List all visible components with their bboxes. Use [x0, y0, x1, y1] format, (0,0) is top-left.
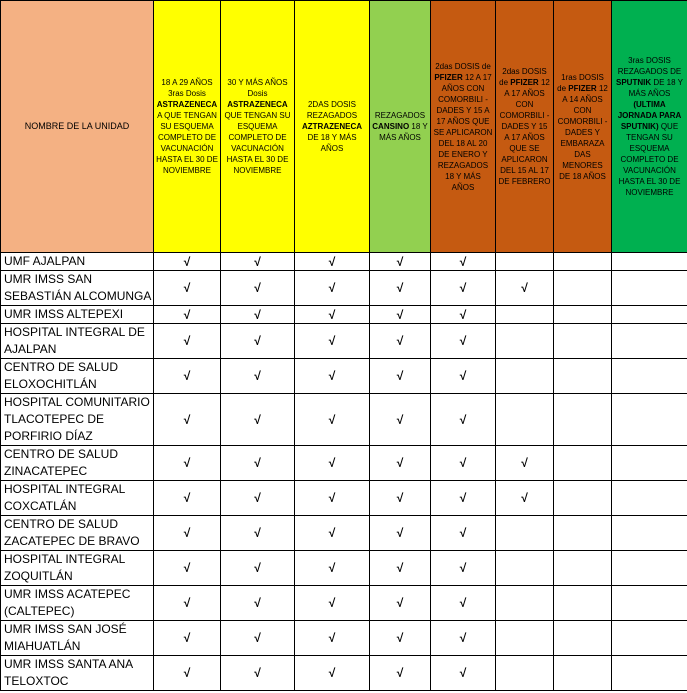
check-mark: √	[496, 481, 554, 516]
header-text	[431, 61, 495, 193]
empty-cell	[612, 621, 687, 656]
header-col1	[154, 1, 221, 253]
check-mark: √	[221, 306, 295, 324]
table-row	[1, 446, 687, 481]
check-mark: √	[154, 621, 221, 656]
unit-name: UMR IMSS SANTA ANA TELOXTOC	[1, 656, 154, 691]
check-mark: √	[221, 253, 295, 271]
header-text-part: PFIZER	[510, 78, 539, 87]
check-mark: √	[221, 359, 295, 394]
empty-cell	[612, 446, 687, 481]
unit-name: HOSPITAL COMUNITARIO TLACOTEPEC DE PORFIRIO DÍAZ	[1, 394, 154, 446]
header-text-part: QUE TENGAN SU ESQUEMA COMPLETO DE VACUNACIÓN HASTA EL 30 DE NOVIEMBRE	[618, 122, 681, 197]
check-mark: √	[431, 586, 496, 621]
header-text-part: DE 18 Y MÁS AÑOS	[307, 133, 357, 153]
header-text-part: AZTRAZENECA	[302, 122, 362, 131]
table-row	[1, 621, 687, 656]
empty-cell	[612, 656, 687, 691]
check-mark: √	[431, 271, 496, 306]
check-mark: √	[154, 359, 221, 394]
check-mark: √	[370, 271, 431, 306]
header-text	[370, 110, 430, 143]
table-row	[1, 271, 687, 306]
check-mark: √	[295, 306, 370, 324]
check-mark: √	[295, 253, 370, 271]
empty-cell	[554, 394, 612, 446]
empty-cell	[554, 306, 612, 324]
check-mark: √	[221, 586, 295, 621]
empty-cell	[554, 324, 612, 359]
empty-cell	[612, 253, 687, 271]
check-mark: √	[370, 359, 431, 394]
header-text-part: ASTRAZENECA	[156, 100, 218, 109]
header-col3	[295, 1, 370, 253]
unit-name: HOSPITAL INTEGRAL ZOQUITLÁN	[1, 551, 154, 586]
check-mark: √	[431, 359, 496, 394]
check-mark: √	[295, 551, 370, 586]
check-mark: √	[221, 481, 295, 516]
empty-cell	[554, 551, 612, 586]
check-mark: √	[370, 516, 431, 551]
empty-cell	[554, 359, 612, 394]
unit-name: UMR IMSS ALTEPEXI	[1, 306, 154, 324]
check-mark: √	[221, 551, 295, 586]
header-text-part: 2DAS DOSIS REZAGADOS	[306, 100, 358, 120]
unit-name: UMR IMSS SAN JOSÉ MIAHUATLÁN	[1, 621, 154, 656]
header-col8	[612, 1, 687, 253]
check-mark: √	[295, 446, 370, 481]
empty-cell	[554, 621, 612, 656]
table-row	[1, 481, 687, 516]
check-mark: √	[221, 271, 295, 306]
empty-cell	[496, 586, 554, 621]
table-row	[1, 516, 687, 551]
check-mark: √	[295, 516, 370, 551]
empty-cell	[612, 551, 687, 586]
check-mark: √	[221, 394, 295, 446]
check-mark: √	[431, 656, 496, 691]
empty-cell	[496, 394, 554, 446]
unit-name: UMR IMSS ACATEPEC (CALTEPEC)	[1, 586, 154, 621]
header-text-part: QUE TENGAN SU ESQUEMA COMPLETO DE VACUNACIÓN HASTA EL 30 DE NOVIEMBRE	[224, 111, 291, 175]
check-mark: √	[370, 621, 431, 656]
empty-cell	[496, 306, 554, 324]
table-row	[1, 359, 687, 394]
check-mark: √	[431, 481, 496, 516]
empty-cell	[496, 253, 554, 271]
table-row	[1, 586, 687, 621]
empty-cell	[554, 481, 612, 516]
empty-cell	[496, 516, 554, 551]
empty-cell	[496, 656, 554, 691]
unit-name: CENTRO DE SALUD ELOXOCHITLÁN	[1, 359, 154, 394]
check-mark: √	[431, 621, 496, 656]
table-row	[1, 551, 687, 586]
header-text-part: PFIZER	[568, 83, 597, 93]
check-mark: √	[154, 306, 221, 324]
header-text-part: DE 18 Y MÁS AÑOS	[628, 78, 683, 98]
empty-cell	[554, 516, 612, 551]
unit-name: HOSPITAL INTEGRAL COXCATLÁN	[1, 481, 154, 516]
empty-cell	[554, 586, 612, 621]
check-mark: √	[370, 394, 431, 446]
check-mark: √	[221, 656, 295, 691]
empty-cell	[554, 271, 612, 306]
check-mark: √	[370, 586, 431, 621]
check-mark: √	[431, 306, 496, 324]
header-text	[496, 66, 553, 187]
header-text-part: NOMBRE DE LA UNIDAD	[24, 121, 130, 131]
header-text	[154, 77, 220, 176]
check-mark: √	[496, 271, 554, 306]
check-mark: √	[154, 253, 221, 271]
header-text-part: 12 A 17 AÑOS CON COMORBILI -DADES Y 15 A 17 AÑOS QUE SE APLICARON DEL 15 AL 17 DE FEBRERO	[498, 78, 551, 186]
empty-cell	[612, 359, 687, 394]
header-text-part: 30 Y MÁS AÑOS Dosis	[227, 78, 288, 98]
table-body	[1, 253, 687, 691]
header-text-part: 3ras DOSIS REZAGADOS DE	[617, 56, 682, 76]
check-mark: √	[431, 394, 496, 446]
empty-cell	[612, 324, 687, 359]
header-text-part: 12 A 17 AÑOS CON COMORBILI -DADES Y 15 A 17 AÑOS QUE SE APLICARON DEL 18 AL 20 DE ENERO Y REZAGADOS 18 Y MÁS AÑOS	[433, 72, 493, 192]
check-mark: √	[295, 586, 370, 621]
check-mark: √	[431, 551, 496, 586]
check-mark: √	[431, 324, 496, 359]
check-mark: √	[370, 306, 431, 324]
header-row	[1, 1, 687, 253]
check-mark: √	[295, 481, 370, 516]
header-unit-name	[1, 1, 154, 253]
header-col4	[370, 1, 431, 253]
header-text	[612, 55, 687, 198]
header-text-part: A QUE TENGAN SU ESQUEMA COMPLETO DE VACUNACIÓN HASTA EL 30 DE NOVIEMBRE	[156, 111, 218, 175]
check-mark: √	[370, 446, 431, 481]
empty-cell	[612, 516, 687, 551]
empty-cell	[554, 446, 612, 481]
check-mark: √	[154, 394, 221, 446]
check-mark: √	[154, 586, 221, 621]
header-text-part: PFIZER	[434, 72, 463, 82]
empty-cell	[612, 586, 687, 621]
header-text-part: 12 A 14 AÑOS CON COMORBILI -DADES Y EMBARAZA DAS MENORES DE 18 AÑOS	[557, 83, 608, 181]
empty-cell	[496, 621, 554, 656]
check-mark: √	[295, 324, 370, 359]
header-col7	[554, 1, 612, 253]
check-mark: √	[154, 516, 221, 551]
unit-name: HOSPITAL INTEGRAL DE AJALPAN	[1, 324, 154, 359]
check-mark: √	[295, 656, 370, 691]
table-row	[1, 253, 687, 271]
check-mark: √	[496, 446, 554, 481]
empty-cell	[496, 551, 554, 586]
check-mark: √	[221, 324, 295, 359]
table-row	[1, 306, 687, 324]
check-mark: √	[221, 446, 295, 481]
check-mark: √	[154, 656, 221, 691]
check-mark: √	[295, 271, 370, 306]
header-text-part: CANSINO	[372, 122, 410, 131]
check-mark: √	[370, 324, 431, 359]
check-mark: √	[221, 621, 295, 656]
check-mark: √	[431, 446, 496, 481]
check-mark: √	[154, 481, 221, 516]
header-col5	[431, 1, 496, 253]
check-mark: √	[154, 324, 221, 359]
check-mark: √	[431, 516, 496, 551]
unit-name: UMR IMSS SAN SEBASTIÁN ALCOMUNGA	[1, 271, 154, 306]
unit-name: CENTRO DE SALUD ZACATEPEC DE BRAVO	[1, 516, 154, 551]
check-mark: √	[154, 551, 221, 586]
header-text	[295, 99, 369, 154]
header-text-part: ASTRAZENECA	[227, 100, 288, 109]
empty-cell	[612, 394, 687, 446]
check-mark: √	[154, 271, 221, 306]
check-mark: √	[370, 481, 431, 516]
empty-cell	[612, 481, 687, 516]
header-text	[221, 77, 294, 176]
check-mark: √	[370, 551, 431, 586]
empty-cell	[554, 656, 612, 691]
header-text-part: REZAGADOS	[374, 111, 426, 120]
header-text-part: 18 Y MÁS AÑOS	[379, 122, 428, 142]
header-text-part: SPUTNIK	[616, 78, 652, 87]
empty-cell	[612, 271, 687, 306]
check-mark: √	[221, 516, 295, 551]
unit-name: UMF AJALPAN	[1, 253, 154, 271]
table-row	[1, 324, 687, 359]
unit-name: CENTRO DE SALUD ZINACATEPEC	[1, 446, 154, 481]
table-row	[1, 656, 687, 691]
empty-cell	[554, 253, 612, 271]
header-col6	[496, 1, 554, 253]
empty-cell	[496, 324, 554, 359]
check-mark: √	[431, 253, 496, 271]
header-text	[554, 72, 611, 182]
check-mark: √	[370, 656, 431, 691]
empty-cell	[496, 359, 554, 394]
header-text	[1, 121, 153, 132]
header-text-part: (ULTIMA JORNADA PARA SPUTNIK)	[617, 100, 682, 131]
header-text-part: 2das DOSIS de	[499, 67, 547, 87]
check-mark: √	[370, 253, 431, 271]
empty-cell	[612, 306, 687, 324]
check-mark: √	[295, 359, 370, 394]
check-mark: √	[154, 446, 221, 481]
table-row	[1, 394, 687, 446]
check-mark: √	[295, 394, 370, 446]
header-text-part: 18 A 29 AÑOS 3ras Dosis	[161, 78, 213, 98]
header-text-part: 2das DOSIS de	[435, 61, 491, 71]
header-text-part: 1ras DOSIS de	[557, 72, 604, 93]
header-col2	[221, 1, 295, 253]
check-mark: √	[295, 621, 370, 656]
